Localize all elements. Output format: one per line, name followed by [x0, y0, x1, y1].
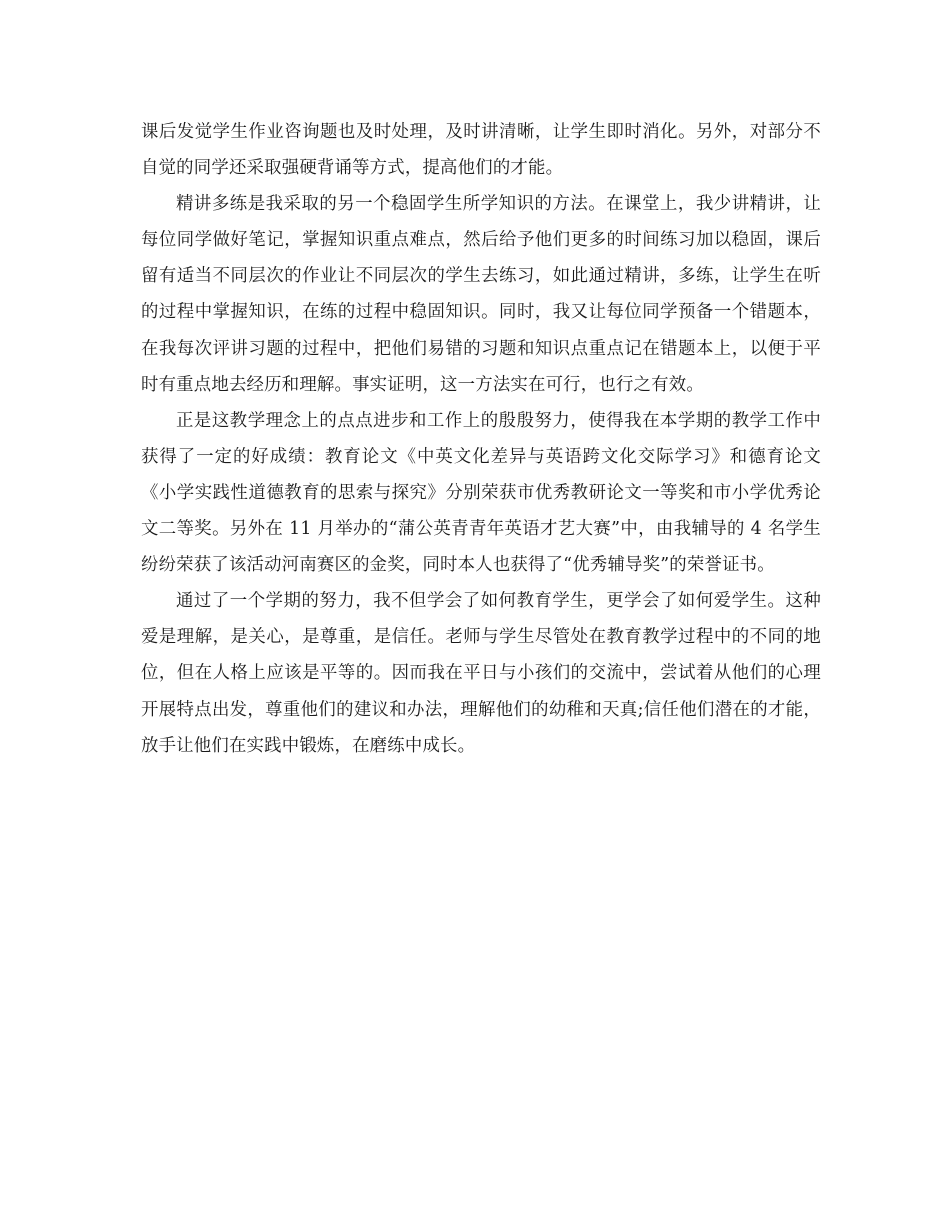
document-body	[141, 114, 821, 764]
paragraph-teaching-method: 精讲多练是我采取的另一个稳固学生所学知识的方法。在课堂上，我少讲精讲，让每位同学做好笔记，掌握知识重点难点，然后给予他们更多的时间练习加以稳固，课后留有适当不同层次的作业让不同层次的学生去练习，如此通过精讲，多练，让学生在听的过程中掌握知识，在练的过程中稳固知识。同时，我又让每位同学预备一个错题本，在我每次评讲习题的过程中，把他们易错的习题和知识点重点记在错题本上，以便于平时有重点地去经历和理解。事实证明，这一方法实在可行，也行之有效。	[141, 194, 821, 395]
paragraph-continuation: 课后发觉学生作业咨询题也及时处理，及时讲清晰，让学生即时消化。另外，对部分不自觉的同学还采取强硬背诵等方式，提高他们的才能。	[141, 122, 821, 179]
paragraph-achievements: 正是这教学理念上的点点进步和工作上的殷殷努力，使得我在本学期的教学工作中获得了一定的好成绩：教育论文《中英文化差异与英语跨文化交际学习》和德育论文《小学实践性道德教育的思索与探究》分别荣获市优秀教研论文一等奖和市小学优秀论文二等奖。另外在 11 月举办的“蒲公英青青年英语才艺大赛”中，由我辅导的 4 名学生纷纷荣获了该活动河南赛区的金奖，同时本人也获得了“优秀辅导奖”的荣誉证书。	[141, 410, 821, 576]
paragraph-caring-students: 通过了一个学期的努力，我不但学会了如何教育学生，更学会了如何爱学生。这种爱是理解，是关心，是尊重，是信任。老师与学生尽管处在教育教学过程中的不同的地位，但在人格上应该是平等的。因而我在平日与小孩们的交流中，尝试着从他们的心理开展特点出发，尊重他们的建议和办法，理解他们的幼稚和天真;信任他们潜在的才能，放手让他们在实践中锻炼，在磨练中成长。	[141, 591, 821, 756]
